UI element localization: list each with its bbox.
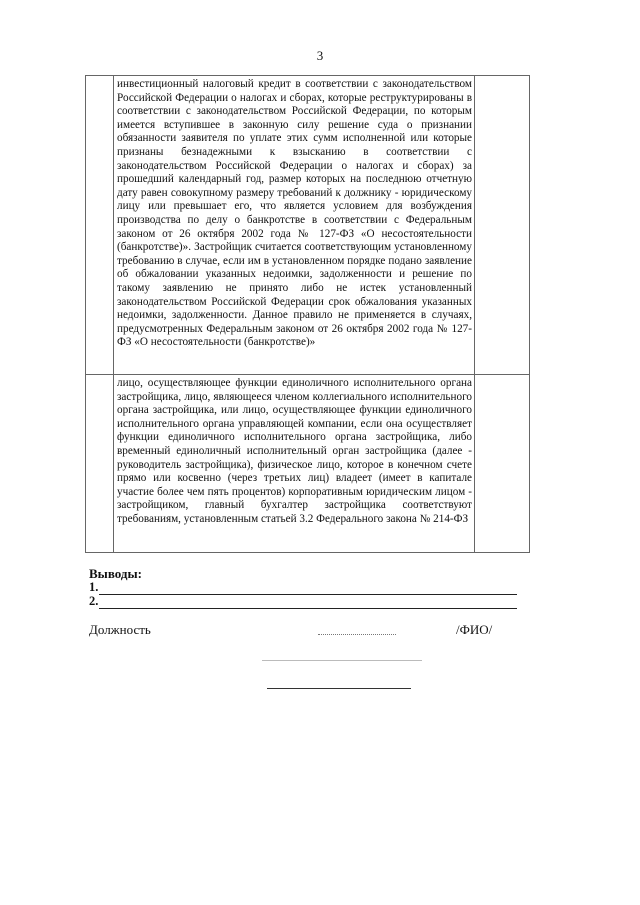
table-cell-result bbox=[475, 76, 530, 375]
table-cell-number bbox=[86, 76, 114, 375]
conclusion-item-1 bbox=[89, 580, 517, 595]
fio-label: /ФИО/ bbox=[456, 622, 493, 637]
conclusion-blank-line[interactable] bbox=[99, 608, 517, 609]
table-cell-result bbox=[475, 375, 530, 553]
requirement-text: инвестиционный налоговый кредит в соответствии с законодательством Российской Федерации о налогах и сборах, которые реструктурированы в соответствии с законодательством Российской Федерации, по которым имеется вступившее в законную силу решение суда о признании обязанности заявителя по уплате этих сумм исполненной или которые признаны безнадежными к взысканию в соответствии с законодательством Российской Федерации о налогах и сборах) за прошедший календарный год, размер которых на последнюю отчетную дату равен совокупному размеру требований к должнику - юридическому лицу или превышает его, что является условием для возбуждения производства по делу о банкротстве в соответствии с Федеральным законом от 26 октября 2002 года № 127-ФЗ «О несостоятельности (банкротстве)». Застройщик считается соответствующим установленному требованию в случае, если им в установленном порядке подано заявление об обжаловании указанных недоимки, задолженности и решение по такому заявлению не принято либо не истек установленный законодательством Российской Федерации срок обжалования указанных недоимки, задолженности. Данное правило не применяется в случаях, предусмотренных Федеральным законом от 26 октября 2002 года № 127-ФЗ «О несостоятельности (банкротстве)» bbox=[117, 78, 472, 349]
page-number: 3 bbox=[316, 48, 324, 63]
table-cell-number bbox=[86, 375, 114, 553]
separator-line bbox=[262, 660, 422, 661]
table-row bbox=[86, 375, 530, 553]
signature-line[interactable] bbox=[318, 634, 396, 635]
conclusion-number: 2. bbox=[89, 594, 99, 608]
table-row bbox=[86, 76, 530, 375]
requirement-text: лицо, осуществляющее функции единоличного исполнительного органа застройщика, лицо, являющееся членом коллегиального исполнительного органа застройщика, или лицо, осуществляющее функции единоличного исполнительного органа управляющей компании, если она осуществляет функции единоличного исполнительного органа застройщика, либо временный единоличный исполнительный орган застройщика (далее - руководитель застройщика), физическое лицо, которое в конечном счете прямо или косвенно (через третьих лиц) владеет (имеет в капитале участие более чем пять процентов) корпоративным юридическим лицом - застройщиком, главный бухгалтер застройщика соответствуют требованиям, установленным статьей 3.2 Федерального закона № 214-ФЗ bbox=[117, 377, 472, 525]
table-cell-requirement bbox=[114, 375, 475, 553]
separator-line bbox=[267, 688, 411, 689]
position-label: Должность bbox=[89, 622, 151, 637]
conclusion-item-2 bbox=[89, 594, 517, 609]
criteria-table bbox=[85, 75, 530, 553]
table-cell-requirement bbox=[114, 76, 475, 375]
conclusion-number: 1. bbox=[89, 580, 99, 594]
conclusions-title: Выводы: bbox=[89, 566, 142, 581]
